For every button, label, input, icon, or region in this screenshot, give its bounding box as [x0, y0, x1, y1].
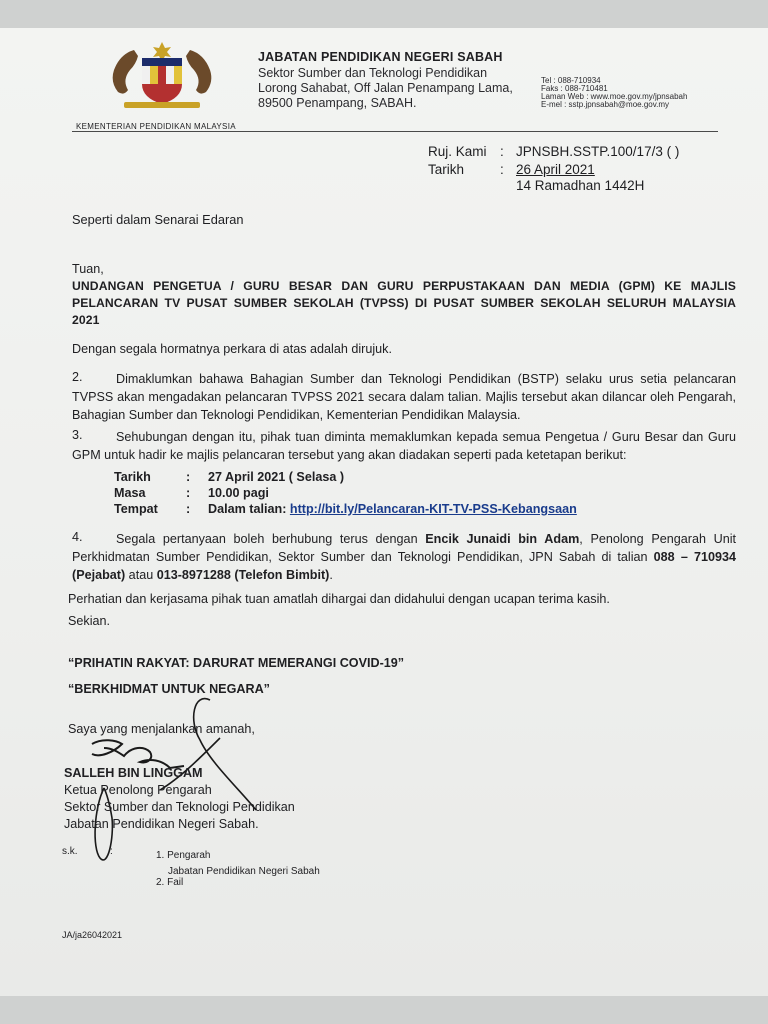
p4-phone-mobile: 013-8971288 (Telefon Bimbit) [156, 568, 330, 582]
subject-heading: UNDANGAN PENGETUA / GURU BESAR DAN GURU PERPUSTAKAAN DAN MEDIA (GPM) KE MAJLIS PELANCARAN TV PUSAT SUMBER SEKOLAH (TVPSS) DI PUSAT SUMBER SEKOLAH SELURUH MALAYSIA 2021 [72, 279, 736, 327]
event-time-sep: : [186, 486, 191, 500]
letter-page [0, 28, 768, 996]
address-line-3: 89500 Penampang, SABAH. [258, 96, 417, 110]
recipient: Seperti dalam Senarai Edaran [72, 212, 244, 227]
p4-pre: Segala pertanyaan boleh berhubung terus dengan [116, 532, 426, 546]
contact-website: Laman Web : www.moe.gov.my/jpnsabah [541, 92, 688, 101]
signatory-title-2: Sektor Sumber dan Teknologi Pendidikan [64, 800, 295, 814]
ref-separator: : [500, 144, 504, 159]
paragraph-4-number: 4. [72, 530, 83, 544]
paragraph-2-text: Dimaklumkan bahawa Bahagian Sumber dan Teknologi Pendidikan (BSTP) selaku urus setia pelancaran TVPSS akan mengadakan pelancaran TVPSS 2021 secara dalam talian. Majlis tersebut akan dilancar oleh Pengarah, Bahagian Sumber dan Teknologi Pendidikan, Kementerian Pendidikan Malaysia. [72, 372, 736, 422]
file-reference: JA/ja26042021 [62, 930, 123, 940]
p4-mid: , Penolong Pengarah Unit Perkhidmatan Sumber Pendidikan, Sektor Sumber dan Teknologi Pendidikan, JPN Sabah di talian [72, 532, 736, 564]
ref-value: JPNSBH.SSTP.100/17/3 ( ) [516, 144, 680, 159]
p4-end: . [329, 568, 333, 582]
address-line-2: Lorong Sahabat, Off Jalan Penampang Lama, [258, 81, 513, 95]
header-divider [72, 131, 718, 132]
ref-label: Ruj. Kami [428, 144, 487, 159]
cc-item-1-sub: Jabatan Pendidikan Negeri Sabah [168, 866, 320, 877]
event-venue-label: Tempat [114, 502, 158, 516]
cc-item-2: 2. Fail [156, 877, 184, 888]
address-line-1: Sektor Sumber dan Teknologi Pendidikan [258, 66, 488, 80]
salutation: Tuan, [72, 262, 104, 276]
paragraph-1: Dengan segala hormatnya perkara di atas adalah dirujuk. [72, 342, 392, 356]
paragraph-4-text [72, 530, 736, 584]
cc-separator: : [110, 846, 113, 857]
event-venue-sep: : [186, 502, 191, 516]
agency-name: JABATAN PENDIDIKAN NEGERI SABAH [258, 50, 503, 64]
ministry-name: KEMENTERIAN PENDIDIKAN MALAYSIA [76, 122, 236, 131]
letter-date: 26 April 2021 [516, 162, 595, 177]
event-venue-prefix: Dalam talian: [208, 502, 287, 516]
signatory-title-1: Ketua Penolong Pengarah [64, 783, 212, 797]
event-time-label: Masa [114, 486, 146, 500]
event-venue-value [208, 502, 577, 516]
contact-fax: Faks : 088-710481 [541, 84, 608, 93]
event-link[interactable]: http://bit.ly/Pelancaran-KIT-TV-PSS-Kebangsaan [289, 502, 577, 516]
event-date-sep: : [186, 470, 191, 484]
slogan-2: “BERKHIDMAT UNTUK NEGARA” [68, 682, 270, 696]
signatory-name: SALLEH BIN LINGGAM [64, 766, 203, 780]
paragraph-5: Perhatian dan kerjasama pihak tuan amatlah dihargai dan didahului dengan ucapan terima kasih. [68, 592, 610, 606]
closing: Sekian. [68, 614, 111, 628]
date-separator: : [500, 162, 504, 177]
paragraph-3-number: 3. [72, 428, 83, 442]
event-date-label: Tarikh [114, 470, 151, 484]
p4-phone-office: 088 – 710934 (Pejabat) [72, 550, 736, 582]
event-time-value: 10.00 pagi [208, 486, 269, 500]
date-label: Tarikh [428, 162, 465, 177]
coat-of-arms-logo [104, 40, 220, 112]
event-date-value: 27 April 2021 ( Selasa ) [208, 470, 345, 484]
contact-email: E-mel : sstp.jpnsabah@moe.gov.my [541, 100, 670, 109]
cc-label: s.k. [62, 846, 78, 857]
signatory-title-3: Jabatan Pendidikan Negeri Sabah. [64, 817, 259, 831]
p4-and: atau [125, 568, 157, 582]
contact-tel: Tel : 088-710934 [541, 76, 601, 85]
hijri-date: 14 Ramadhan 1442H [516, 178, 645, 193]
p4-contact-name: Encik Junaidi bin Adam [425, 532, 580, 546]
cc-item-1: 1. Pengarah [156, 850, 211, 861]
paragraph-3-text: Sehubungan dengan itu, pihak tuan diminta memaklumkan kepada semua Pengetua / Guru Besar dan Guru GPM untuk hadir ke majlis pelancaran tersebut yang akan diadakan seperti pada ketetapan berikut: [72, 430, 736, 462]
sign-intro: Saya yang menjalankan amanah, [68, 722, 255, 736]
slogan-1: “PRIHATIN RAKYAT: DARURAT MEMERANGI COVID-19” [68, 656, 405, 670]
paragraph-2-number: 2. [72, 370, 83, 384]
